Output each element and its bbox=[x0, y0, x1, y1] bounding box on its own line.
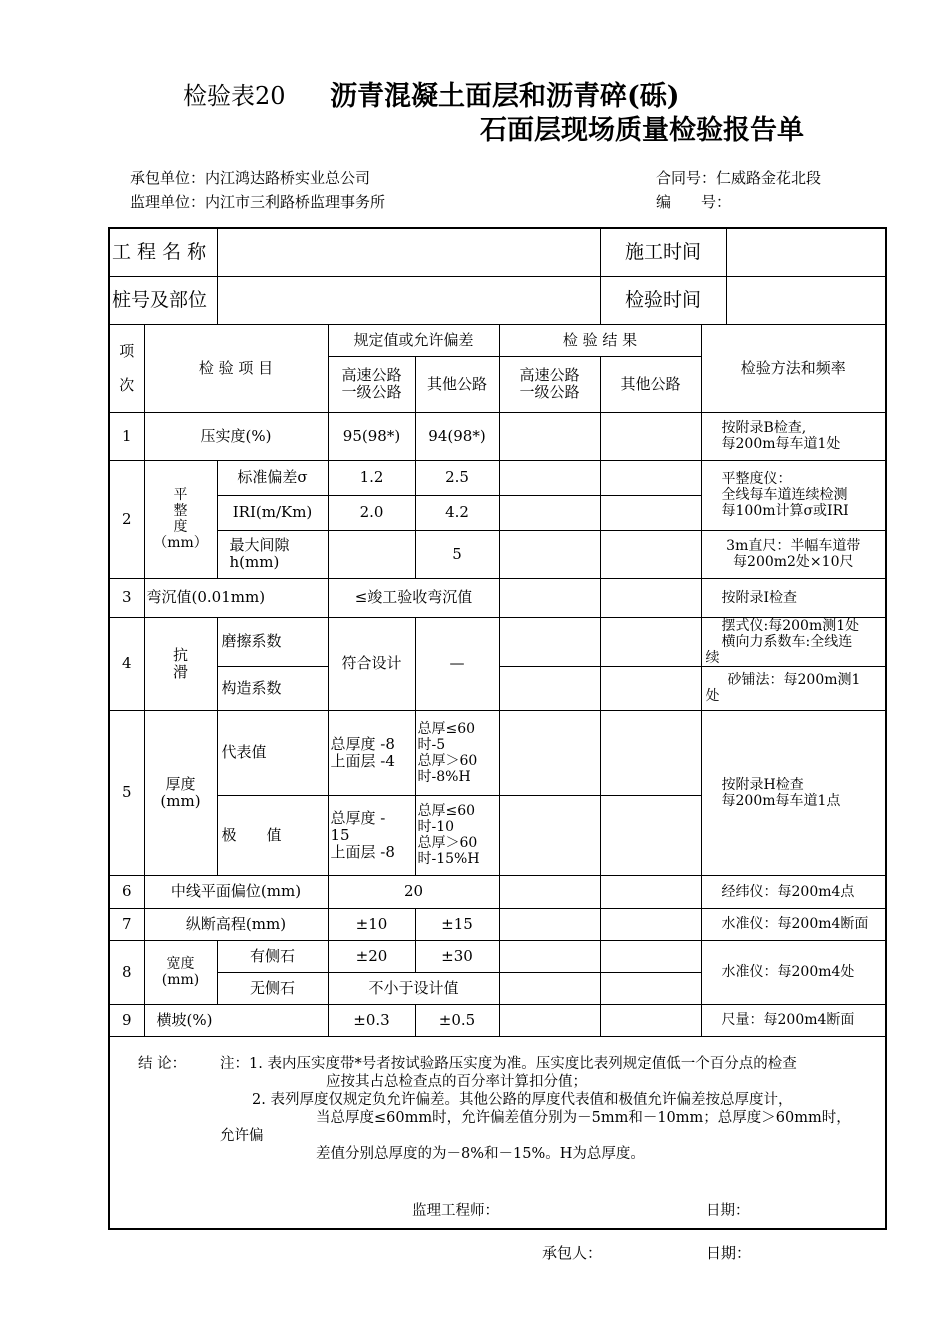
row-no: 2 bbox=[109, 460, 144, 578]
spec-other: 4.2 bbox=[415, 495, 499, 530]
item-group: 宽度 (mm) bbox=[144, 940, 217, 1004]
sub-item: 标准偏差σ bbox=[217, 460, 328, 495]
item-group: 抗 滑 bbox=[144, 617, 217, 710]
spec-highway: 1.2 bbox=[328, 460, 415, 495]
header-result-highway: 高速公路 一级公路 bbox=[499, 356, 600, 412]
contractor-date-label: 日期： bbox=[706, 1244, 752, 1262]
method: 经纬仪：每200m4点 bbox=[701, 875, 886, 908]
method: 按附录H检查 每200m每车道1点 bbox=[701, 710, 886, 875]
header-result-other: 其他公路 bbox=[600, 356, 701, 412]
sub-item: 有侧石 bbox=[217, 940, 328, 972]
row-no: 8 bbox=[109, 940, 144, 1004]
serial-number: 编 号： bbox=[656, 193, 732, 211]
row-no: 6 bbox=[109, 875, 144, 908]
construction-time-label: 施工时间 bbox=[600, 228, 726, 276]
sub-item: 最大间隙 h(mm) bbox=[217, 530, 328, 578]
station-part-label: 桩号及部位 bbox=[109, 276, 217, 324]
sub-item: IRI(m/Km) bbox=[217, 495, 328, 530]
result-other[interactable] bbox=[600, 412, 701, 460]
result-other[interactable] bbox=[600, 795, 701, 875]
spec-other: ±15 bbox=[415, 908, 499, 940]
header-specified: 规定值或允许偏差 bbox=[328, 324, 499, 356]
spec-highway: ±0.3 bbox=[328, 1004, 415, 1036]
spec-other: 5 bbox=[415, 530, 499, 578]
row-no: 3 bbox=[109, 578, 144, 617]
spec-highway: 符合设计 bbox=[328, 617, 415, 710]
result-highway[interactable] bbox=[499, 617, 600, 666]
spec-highway: 总厚度 -8 上面层 -4 bbox=[328, 710, 415, 795]
result-other[interactable] bbox=[600, 495, 701, 530]
contract-number: 合同号：仁威路金花北段 bbox=[656, 169, 822, 187]
result-other[interactable] bbox=[600, 940, 701, 972]
item-name: 压实度(%) bbox=[144, 412, 328, 460]
conclusion-label: 结 论： bbox=[138, 1055, 187, 1072]
spec-merged: 不小于设计值 bbox=[328, 972, 499, 1004]
header-spec-other: 其他公路 bbox=[415, 356, 499, 412]
row-no: 7 bbox=[109, 908, 144, 940]
sub-item: 极 值 bbox=[217, 795, 328, 875]
spec-other: 总厚≤60 时-10 总厚＞60 时-15%H bbox=[415, 795, 499, 875]
conclusion-cell bbox=[109, 1036, 886, 1229]
method: 按附录I检查 bbox=[701, 578, 886, 617]
spec-highway: 总厚度 - 15 上面层 -8 bbox=[328, 795, 415, 875]
row-no: 4 bbox=[109, 617, 144, 710]
contractor-unit: 承包单位：内江鸿达路桥实业总公司 bbox=[130, 169, 371, 187]
title-line-2: 石面层现场质量检验报告单 bbox=[480, 115, 804, 146]
result-highway[interactable] bbox=[499, 908, 600, 940]
contractor-sign-label: 承包人： bbox=[542, 1244, 603, 1262]
result-highway[interactable] bbox=[499, 578, 600, 617]
result-highway[interactable] bbox=[499, 666, 600, 710]
result-other[interactable] bbox=[600, 617, 701, 666]
inspection-time-label: 检验时间 bbox=[600, 276, 726, 324]
engineer-label: 监理工程师： bbox=[412, 1202, 499, 1219]
note-1b: 应按其占总检查点的百分率计算扣分值； bbox=[326, 1073, 587, 1090]
method: 水准仪：每200m4处 bbox=[701, 940, 886, 1004]
note-1a: 注：1. 表内压实度带*号者按试验路压实度为准。压实度比表列规定值低一个百分点的检查 bbox=[220, 1055, 797, 1072]
project-name-value[interactable] bbox=[217, 228, 600, 276]
result-highway[interactable] bbox=[499, 530, 600, 578]
spec-merged: ≤竣工验收弯沉值 bbox=[328, 578, 499, 617]
sub-item: 无侧石 bbox=[217, 972, 328, 1004]
item-name: 中线平面偏位(mm) bbox=[144, 875, 328, 908]
sub-item: 代表值 bbox=[217, 710, 328, 795]
result-highway[interactable] bbox=[499, 412, 600, 460]
method: 按附录B检查, 每200m每车道1处 bbox=[701, 412, 886, 460]
header-item-no: 项 次 bbox=[109, 324, 144, 412]
method: 砂铺法：每200m测1 处 bbox=[701, 666, 886, 710]
result-other[interactable] bbox=[600, 578, 701, 617]
item-group: 厚度 (mm) bbox=[144, 710, 217, 875]
table-number: 检验表20 bbox=[183, 82, 286, 110]
spec-other: ±30 bbox=[415, 940, 499, 972]
row-no: 1 bbox=[109, 412, 144, 460]
note-2c: 允许偏 bbox=[220, 1127, 264, 1144]
header-item: 检 验 项 目 bbox=[144, 324, 328, 412]
spec-other: ±0.5 bbox=[415, 1004, 499, 1036]
supervisor-unit: 监理单位：内江市三利路桥监理事务所 bbox=[130, 193, 386, 211]
result-other[interactable] bbox=[600, 908, 701, 940]
method: 尺量：每200m4断面 bbox=[701, 1004, 886, 1036]
result-highway[interactable] bbox=[499, 1004, 600, 1036]
item-name: 弯沉值(0.01mm) bbox=[144, 578, 328, 617]
note-2d: 差值分别总厚度的为－8%和－15%。H为总厚度。 bbox=[316, 1145, 645, 1162]
result-other[interactable] bbox=[600, 972, 701, 1004]
spec-highway: ±20 bbox=[328, 940, 415, 972]
note-2b: 当总厚度≤60mm时，允许偏差值分别为－5mm和－10mm；总厚度＞60mm时， bbox=[316, 1109, 851, 1126]
result-highway[interactable] bbox=[499, 940, 600, 972]
spec-highway: 95(98*) bbox=[328, 412, 415, 460]
engineer-date-label: 日期： bbox=[706, 1202, 750, 1219]
method: 摆式仪:每200m测1处 横向力系数车:全线连 续 bbox=[701, 617, 886, 666]
result-highway[interactable] bbox=[499, 875, 600, 908]
method: 水准仪：每200m4断面 bbox=[701, 908, 886, 940]
sub-item: 磨擦系数 bbox=[217, 617, 328, 666]
header-method: 检验方法和频率 bbox=[701, 324, 886, 412]
title-line-1: 沥青混凝土面层和沥青碎(砾) bbox=[330, 81, 680, 112]
row-no: 5 bbox=[109, 710, 144, 875]
result-highway[interactable] bbox=[499, 495, 600, 530]
result-other[interactable] bbox=[600, 710, 701, 795]
result-highway[interactable] bbox=[499, 795, 600, 875]
spec-other: 94(98*) bbox=[415, 412, 499, 460]
spec-highway: ±10 bbox=[328, 908, 415, 940]
spec-highway: 2.0 bbox=[328, 495, 415, 530]
inspection-table bbox=[108, 227, 887, 1230]
result-other[interactable] bbox=[600, 1004, 701, 1036]
note-2a: 2. 表列厚度仅规定负允许偏差。其他公路的厚度代表值和极值允许偏差按总厚度计， bbox=[252, 1091, 793, 1108]
item-name: 横坡(%) bbox=[144, 1004, 328, 1036]
result-highway[interactable] bbox=[499, 460, 600, 495]
method: 平整度仪： 全线每车道连续检测 每100m计算σ或IRI bbox=[701, 460, 886, 530]
sub-item: 构造系数 bbox=[217, 666, 328, 710]
construction-time-value[interactable] bbox=[726, 228, 886, 276]
project-name-label: 工 程 名 称 bbox=[109, 228, 217, 276]
result-other[interactable] bbox=[600, 875, 701, 908]
result-highway[interactable] bbox=[499, 710, 600, 795]
spec-highway bbox=[328, 530, 415, 578]
result-other[interactable] bbox=[600, 530, 701, 578]
result-highway[interactable] bbox=[499, 972, 600, 1004]
header-result: 检 验 结 果 bbox=[499, 324, 701, 356]
item-group: 平 整 度 （mm） bbox=[144, 460, 217, 578]
result-other[interactable] bbox=[600, 666, 701, 710]
item-name: 纵断高程(mm) bbox=[144, 908, 328, 940]
inspection-time-value[interactable] bbox=[726, 276, 886, 324]
spec-merged: 20 bbox=[328, 875, 499, 908]
row-no: 9 bbox=[109, 1004, 144, 1036]
method: 3m直尺：半幅车道带 每200m2处×10尺 bbox=[701, 530, 886, 578]
spec-other: 总厚≤60 时-5 总厚＞60 时-8%H bbox=[415, 710, 499, 795]
result-other[interactable] bbox=[600, 460, 701, 495]
spec-other: 2.5 bbox=[415, 460, 499, 495]
station-part-value[interactable] bbox=[217, 276, 600, 324]
spec-other: — bbox=[415, 617, 499, 710]
header-spec-highway: 高速公路 一级公路 bbox=[328, 356, 415, 412]
